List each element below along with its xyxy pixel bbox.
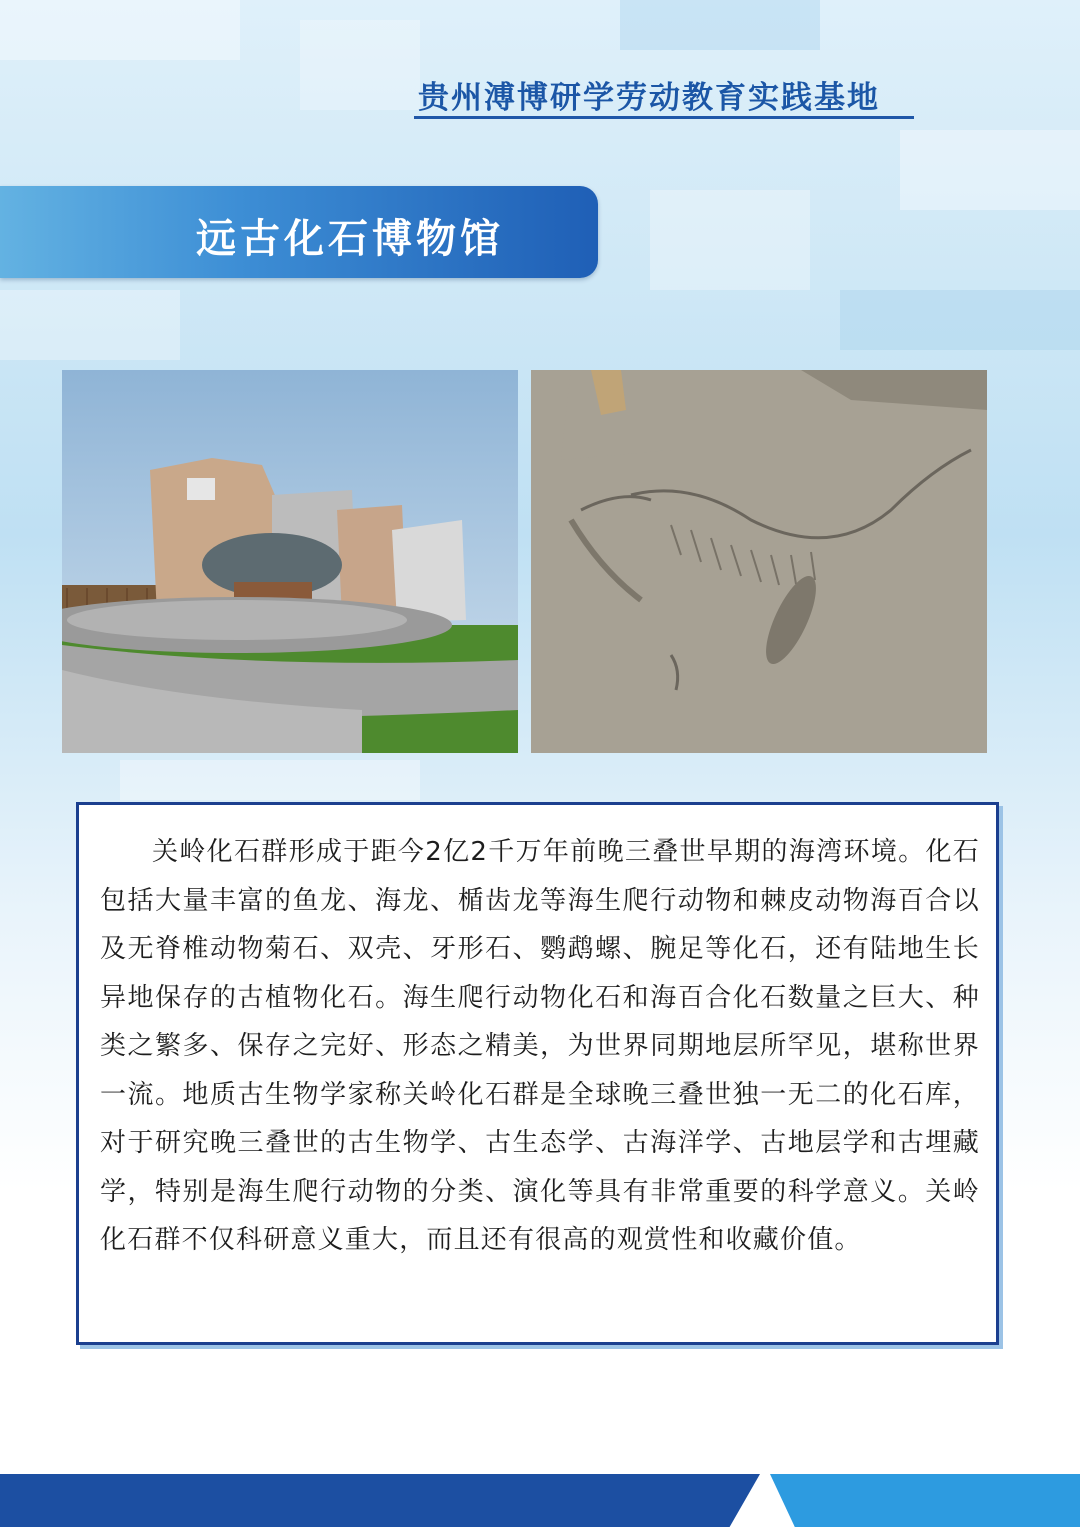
- description-paragraph: 关岭化石群形成于距今2亿2千万年前晚三叠世早期的海湾环境。化石包括大量丰富的鱼龙、海龙、楯齿龙等海生爬行动物和棘皮动物海百合以及无脊椎动物菊石、双壳、牙形石、鹦鹉螺、腕足等化石，还有陆地生长异地保存的古植物化石。海生爬行动物化石和海百合化石数量之巨大、种类之繁多、保存之完好、形态之精美，为世界同期地层所罕见，堪称世界一流。地质古生物学家称关岭化石群是全球晚三叠世独一无二的化石库，对于研究晚三叠世的古生物学、古生态学、古海洋学、古地层学和古埋藏学，特别是海生爬行动物的分类、演化等具有非常重要的科学意义。关岭化石群不仅科研意义重大，而且还有很高的观赏性和收藏价值。: [100, 837, 980, 1255]
- section-title: 远古化石博物馆: [196, 216, 504, 262]
- footer-bar-light: [770, 1474, 1080, 1527]
- organization-title: 贵州溥博研学劳动教育实践基地: [418, 80, 880, 116]
- monument-photo: [62, 370, 518, 753]
- fossil-photo: [531, 370, 987, 753]
- header-underline: [414, 116, 914, 119]
- footer-bar-dark: [0, 1474, 760, 1527]
